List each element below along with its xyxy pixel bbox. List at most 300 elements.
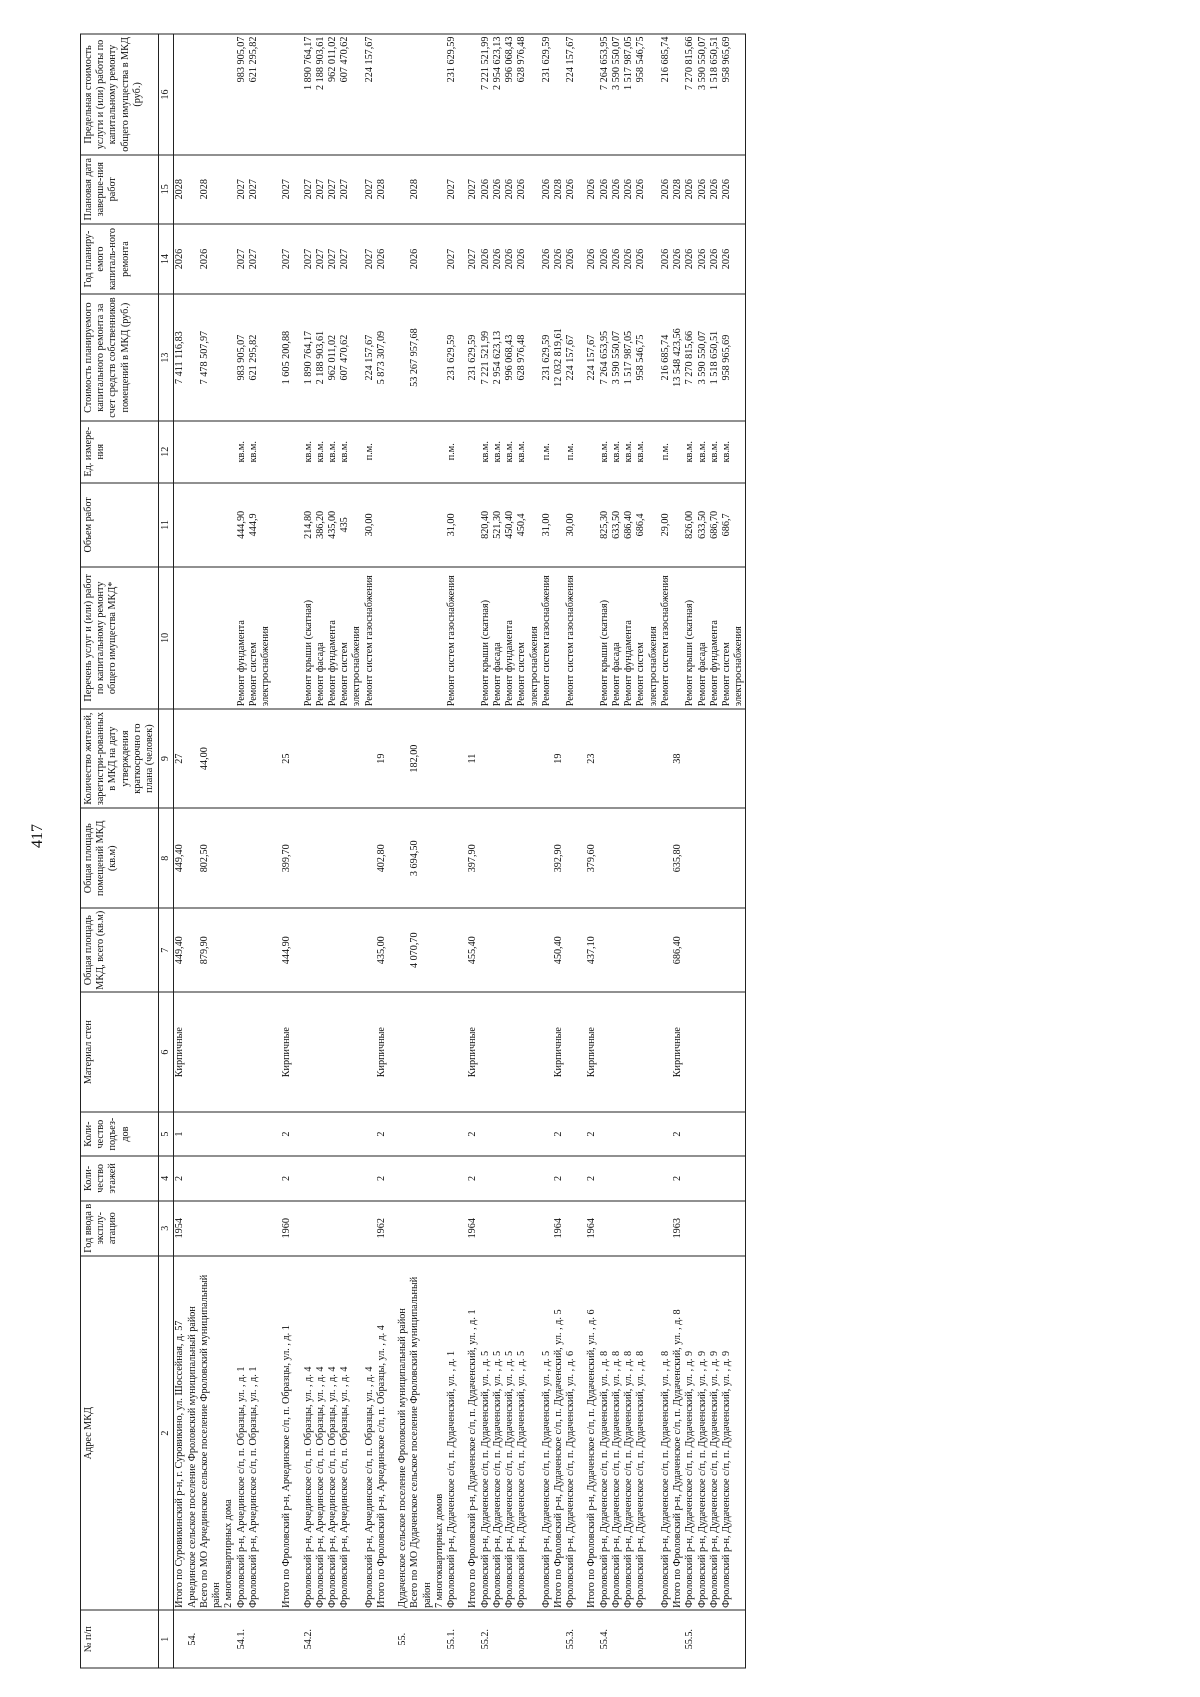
max-cost-text: 628 976,48 — [516, 36, 528, 83]
unit-text: кв.м. — [684, 441, 696, 463]
address-text: Итого по Фроловский р-н, Арчединское с/п, п. Образцы, ул. , д. 1 — [281, 1325, 293, 1608]
cell-entrances — [577, 1112, 586, 1156]
cell-row-number — [187, 1610, 199, 1668]
column-number-1: 1 — [159, 1610, 174, 1668]
cell-residents — [223, 709, 235, 809]
table-row — [599, 34, 611, 1668]
max-cost-text: 3 590 550,07 — [610, 36, 622, 90]
cell-row-number — [672, 1610, 684, 1668]
cell-repair-year — [303, 224, 315, 295]
cell-work-volume — [492, 483, 504, 567]
cell-total-area — [272, 908, 281, 992]
year-built-text: 1964 — [586, 1218, 598, 1239]
max-cost-text: 2 954 623,13 — [491, 36, 503, 90]
cell-address — [672, 1256, 684, 1610]
cell-repair-cost — [492, 294, 504, 420]
premises-area-text: 802,50 — [198, 844, 210, 873]
cell-row-number — [623, 1610, 635, 1668]
cell-year-built — [281, 1201, 293, 1256]
column-header-11: Объем работ — [81, 483, 159, 567]
premises-area-text: 402,80 — [375, 844, 387, 873]
max-cost-text: 7 270 815,66 — [684, 36, 696, 90]
cell-max-cost — [315, 34, 327, 155]
repair-cost-text: 7 411 116,83 — [174, 331, 186, 384]
cell-work-type — [586, 567, 598, 709]
cell-address — [660, 1256, 672, 1610]
cell-premises-area — [586, 808, 598, 908]
cell-year-built — [553, 1201, 565, 1256]
work-type-text: Ремонт систем электроснабжения — [635, 626, 659, 707]
cell-floors — [294, 1156, 303, 1200]
cell-entrances — [565, 1112, 577, 1156]
cell-completion-date — [480, 155, 492, 224]
cell-year-built — [599, 1201, 611, 1256]
completion-date-text: 2028 — [409, 179, 421, 200]
cell-year-built — [339, 1201, 363, 1256]
cell-premises-area — [281, 808, 293, 908]
cell-max-cost — [541, 34, 553, 155]
cell-repair-year — [504, 224, 516, 295]
cell-premises-area — [388, 808, 397, 908]
floors-text: 2 — [552, 1175, 564, 1181]
repair-cost-text: 1 517 987,05 — [623, 330, 635, 385]
column-header-1: № п/п — [81, 1610, 159, 1668]
cell-repair-cost — [721, 294, 746, 420]
cell-work-volume — [586, 483, 598, 567]
cell-total-area — [388, 908, 397, 992]
cell-row-number — [697, 1610, 709, 1668]
max-cost-text: 7 221 521,99 — [479, 36, 491, 90]
cell-repair-cost — [660, 294, 672, 420]
repair-cost-text: 224 157,67 — [565, 334, 577, 381]
residents-text: 11 — [467, 753, 479, 764]
cell-wall-material — [492, 992, 504, 1112]
table-row — [553, 34, 565, 1668]
cell-entrances — [174, 1112, 187, 1156]
cell-year-built — [248, 1201, 272, 1256]
work-type-text: Ремонт крыши (скатная) — [598, 600, 610, 707]
cell-max-cost — [187, 34, 199, 155]
cell-unit — [376, 421, 388, 483]
table-row — [623, 34, 635, 1668]
max-cost-text: 216 685,74 — [659, 36, 671, 83]
work-type-text: Ремонт систем газоснабжения — [659, 575, 671, 707]
cell-total-area — [492, 908, 504, 992]
residents-text: 25 — [281, 753, 293, 764]
cell-repair-year — [541, 224, 553, 295]
work-type-text: Ремонт крыши (скатная) — [479, 600, 491, 707]
cell-residents — [248, 709, 272, 809]
cell-completion-date — [303, 155, 315, 224]
cell-entrances — [467, 1112, 479, 1156]
table-row — [467, 34, 479, 1668]
cell-max-cost — [553, 34, 565, 155]
cell-unit — [248, 421, 272, 483]
cell-address — [199, 1256, 223, 1610]
cell-year-built — [684, 1201, 696, 1256]
cell-work-type — [397, 567, 409, 709]
cell-premises-area — [272, 808, 281, 908]
table-row — [611, 34, 623, 1668]
cell-address — [697, 1256, 709, 1610]
completion-date-text: 2027 — [247, 179, 259, 200]
cell-year-built — [376, 1201, 388, 1256]
cell-repair-year — [315, 224, 327, 295]
cell-premises-area — [294, 808, 303, 908]
work-volume-text: 686,4 — [635, 513, 647, 537]
table-row — [199, 34, 223, 1668]
repair-cost-text: 962 011,02 — [326, 334, 338, 381]
cell-premises-area — [553, 808, 565, 908]
premises-area-text: 635,80 — [672, 844, 684, 873]
cell-repair-cost — [709, 294, 721, 420]
cell-repair-cost — [315, 294, 327, 420]
wall-material-text: Кирпичные — [586, 1027, 598, 1078]
completion-date-text: 2026 — [540, 179, 552, 200]
cell-year-built — [480, 1201, 492, 1256]
repair-cost-text: 1 605 200,88 — [281, 330, 293, 385]
cell-floors — [541, 1156, 553, 1200]
column-header-6: Материал стен — [81, 992, 159, 1112]
cell-unit — [409, 421, 433, 483]
wall-material-text: Кирпичные — [552, 1027, 564, 1078]
cell-wall-material — [586, 992, 598, 1112]
cell-unit — [236, 421, 248, 483]
cell-wall-material — [721, 992, 746, 1112]
cell-unit — [303, 421, 315, 483]
floors-text: 2 — [375, 1175, 387, 1181]
work-type-text: Ремонт систем электроснабжения — [721, 626, 745, 707]
repair-year-text: 2026 — [684, 248, 696, 270]
residents-text: 27 — [174, 753, 186, 764]
cell-row-number — [434, 1610, 446, 1668]
cell-work-volume — [409, 483, 433, 567]
work-type-text: Ремонт систем газоснабжения — [446, 575, 458, 707]
repair-year-text: 2027 — [326, 248, 338, 270]
repair-year-text: 2026 — [409, 248, 421, 270]
cell-row-number — [327, 1610, 339, 1668]
cell-residents — [586, 709, 598, 809]
premises-area-text: 3 694,50 — [409, 840, 421, 877]
address-text: Итого по Фроловский р-н, Дудаченское с/п, п. Дудаченский, ул. , д. 5 — [552, 1309, 564, 1608]
cell-residents — [199, 709, 223, 809]
cell-year-built — [303, 1201, 315, 1256]
cell-total-area — [480, 908, 492, 992]
cell-wall-material — [303, 992, 315, 1112]
cell-repair-year — [586, 224, 598, 295]
cell-max-cost — [388, 34, 397, 155]
cell-max-cost — [684, 34, 696, 155]
repair-cost-text: 5 873 307,09 — [375, 330, 387, 385]
cell-work-volume — [397, 483, 409, 567]
work-volume-text: 444,9 — [247, 513, 259, 537]
cell-premises-area — [467, 808, 479, 908]
repair-year-text: 2027 — [467, 248, 479, 270]
cell-completion-date — [281, 155, 293, 224]
table-row — [174, 34, 187, 1668]
cell-address — [467, 1256, 479, 1610]
cell-total-area — [236, 908, 248, 992]
cell-residents — [397, 709, 409, 809]
address-text: Итого по Фроловский р-н, Дудаченское с/п, п. Дудаченский, ул. , д. 8 — [672, 1309, 684, 1608]
cell-residents — [684, 709, 696, 809]
floors-text: 2 — [672, 1175, 684, 1181]
cell-entrances — [315, 1112, 327, 1156]
cell-completion-date — [565, 155, 577, 224]
cell-entrances — [611, 1112, 623, 1156]
cell-premises-area — [492, 808, 504, 908]
column-number-5: 5 — [159, 1112, 174, 1156]
cell-floors — [504, 1156, 516, 1200]
cell-floors — [721, 1156, 746, 1200]
cell-floors — [364, 1156, 376, 1200]
cell-wall-material — [223, 992, 235, 1112]
cell-address — [480, 1256, 492, 1610]
cell-residents — [281, 709, 293, 809]
cell-max-cost — [672, 34, 684, 155]
cell-repair-cost — [303, 294, 315, 420]
repair-year-text: 2026 — [174, 248, 186, 270]
cell-entrances — [272, 1112, 281, 1156]
cell-repair-cost — [281, 294, 293, 420]
cell-floors — [339, 1156, 363, 1200]
cell-entrances — [376, 1112, 388, 1156]
completion-date-text: 2027 — [326, 179, 338, 200]
unit-text: кв.м. — [491, 441, 503, 463]
repair-cost-text: 958 965,69 — [721, 334, 733, 381]
cell-max-cost — [599, 34, 611, 155]
cell-wall-material — [697, 992, 709, 1112]
cell-unit — [458, 421, 467, 483]
cell-total-area — [446, 908, 458, 992]
address-text: Фроловский р-н, Дудаченское с/п, п. Дудаченский, ул. , д. 8 — [623, 1350, 635, 1608]
work-volume-text: 633,50 — [696, 510, 708, 539]
completion-date-text: 2026 — [598, 179, 610, 200]
cell-floors — [709, 1156, 721, 1200]
cell-year-built — [623, 1201, 635, 1256]
cell-repair-cost — [697, 294, 709, 420]
cell-work-volume — [660, 483, 672, 567]
cell-address — [409, 1256, 433, 1610]
residents-text: 19 — [552, 753, 564, 764]
cell-work-type — [376, 567, 388, 709]
cell-work-type — [294, 567, 303, 709]
cell-completion-date — [660, 155, 672, 224]
cell-unit — [565, 421, 577, 483]
cell-work-type — [721, 567, 746, 709]
cell-address — [236, 1256, 248, 1610]
cell-repair-cost — [623, 294, 635, 420]
cell-unit — [199, 421, 223, 483]
repair-cost-text: 2 188 903,61 — [314, 330, 326, 385]
cell-year-built — [697, 1201, 709, 1256]
work-volume-text: 31,00 — [540, 513, 552, 537]
table-row — [660, 34, 672, 1668]
cell-work-type — [236, 567, 248, 709]
work-volume-text: 31,00 — [446, 513, 458, 537]
row-number-text: 55.5. — [684, 1629, 696, 1650]
cell-premises-area — [187, 808, 199, 908]
cell-total-area — [577, 908, 586, 992]
cell-repair-year — [721, 224, 746, 295]
cell-entrances — [458, 1112, 467, 1156]
cell-total-area — [174, 908, 187, 992]
cell-max-cost — [397, 34, 409, 155]
table-row — [709, 34, 721, 1668]
cell-premises-area — [434, 808, 446, 908]
repair-year-text: 2026 — [491, 248, 503, 270]
cell-repair-year — [339, 224, 363, 295]
table-row — [697, 34, 709, 1668]
cell-wall-material — [541, 992, 553, 1112]
cell-repair-cost — [364, 294, 376, 420]
total-area-text: 455,40 — [467, 936, 479, 965]
cell-unit — [272, 421, 281, 483]
unit-text: кв.м. — [504, 441, 516, 463]
repair-cost-text: 231 629,59 — [446, 334, 458, 381]
table-row — [236, 34, 248, 1668]
work-volume-text: 435 — [339, 517, 351, 533]
address-text: Фроловский р-н, Дудаченское с/п, п. Дудаченский, ул. , д. 8 — [598, 1350, 610, 1608]
cell-total-area — [315, 908, 327, 992]
work-type-text: Ремонт систем газоснабжения — [540, 575, 552, 707]
cell-total-area — [709, 908, 721, 992]
cell-address — [434, 1256, 446, 1610]
cell-repair-year — [199, 224, 223, 295]
cell-wall-material — [709, 992, 721, 1112]
cell-work-type — [684, 567, 696, 709]
cell-wall-material — [315, 992, 327, 1112]
completion-date-text: 2026 — [721, 179, 733, 200]
cell-unit — [492, 421, 504, 483]
cell-unit — [553, 421, 565, 483]
repair-cost-text: 1 890 764,17 — [302, 330, 314, 385]
cell-work-type — [223, 567, 235, 709]
work-type-text: Ремонт фасада — [314, 642, 326, 707]
cell-floors — [236, 1156, 248, 1200]
cell-work-volume — [623, 483, 635, 567]
cell-row-number — [684, 1610, 696, 1668]
wall-material-text: Кирпичные — [375, 1027, 387, 1078]
cell-floors — [635, 1156, 659, 1200]
cell-repair-cost — [339, 294, 363, 420]
cell-repair-year — [364, 224, 376, 295]
completion-date-text: 2026 — [684, 179, 696, 200]
address-text: Фроловский р-н, Арчединское с/п, п. Образцы, ул. , д. 4 — [363, 1366, 375, 1608]
cell-work-type — [281, 567, 293, 709]
cell-row-number — [281, 1610, 293, 1668]
cell-repair-cost — [236, 294, 248, 420]
address-text: Фроловский р-н, Дудаченское с/п, п. Дудаченский, ул. , д. 9 — [684, 1350, 696, 1608]
cell-year-built — [660, 1201, 672, 1256]
cell-premises-area — [697, 808, 709, 908]
cell-repair-year — [697, 224, 709, 295]
cell-wall-material — [294, 992, 303, 1112]
cell-unit — [635, 421, 659, 483]
premises-area-text: 392,90 — [552, 844, 564, 873]
max-cost-text: 962 011,02 — [326, 36, 338, 82]
table-row — [516, 34, 540, 1668]
cell-row-number — [223, 1610, 235, 1668]
unit-text: кв.м. — [247, 441, 259, 463]
cell-max-cost — [339, 34, 363, 155]
address-text: Фроловский р-н, Арчединское с/п, п. Образцы, ул. , д. 4 — [326, 1366, 338, 1608]
cell-address — [553, 1256, 565, 1610]
cell-repair-year — [187, 224, 199, 295]
repair-year-text: 2026 — [721, 248, 733, 270]
completion-date-text: 2027 — [302, 179, 314, 200]
cell-work-type — [272, 567, 281, 709]
cell-premises-area — [611, 808, 623, 908]
entrances-text: 2 — [672, 1131, 684, 1137]
cell-repair-cost — [516, 294, 540, 420]
cell-total-area — [199, 908, 223, 992]
cell-unit — [577, 421, 586, 483]
table-row — [223, 34, 235, 1668]
work-volume-text: 826,00 — [684, 510, 696, 539]
cell-row-number — [248, 1610, 272, 1668]
cell-year-built — [409, 1201, 433, 1256]
cell-wall-material — [446, 992, 458, 1112]
unit-text: кв.м. — [314, 441, 326, 463]
floors-text: 2 — [467, 1175, 479, 1181]
row-number-text: 55.1. — [446, 1629, 458, 1650]
cell-unit — [599, 421, 611, 483]
repair-year-text: 2027 — [339, 248, 351, 270]
cell-unit — [586, 421, 598, 483]
max-cost-text: 2 188 903,61 — [314, 36, 326, 90]
cell-year-built — [516, 1201, 540, 1256]
cell-residents — [388, 709, 397, 809]
max-cost-text: 958 965,69 — [721, 36, 733, 83]
cell-floors — [409, 1156, 433, 1200]
unit-text: кв.м. — [623, 441, 635, 463]
cell-repair-cost — [586, 294, 598, 420]
cell-work-type — [199, 567, 223, 709]
work-volume-text: 521,30 — [491, 510, 503, 539]
unit-text: кв.м. — [598, 441, 610, 463]
column-header-7: Общая площадь МКД, всего (кв.м) — [81, 908, 159, 992]
work-type-text: Ремонт систем газоснабжения — [363, 575, 375, 707]
cell-work-type — [577, 567, 586, 709]
cell-repair-year — [660, 224, 672, 295]
column-number-15: 15 — [159, 155, 174, 224]
cell-repair-cost — [174, 294, 187, 420]
cell-premises-area — [684, 808, 696, 908]
completion-date-text: 2026 — [586, 179, 598, 200]
cell-unit — [516, 421, 540, 483]
cell-row-number — [480, 1610, 492, 1668]
cell-work-volume — [635, 483, 659, 567]
cell-row-number — [516, 1610, 540, 1668]
cell-premises-area — [236, 808, 248, 908]
cell-residents — [187, 709, 199, 809]
max-cost-text: 996 068,43 — [504, 36, 516, 83]
cell-row-number — [446, 1610, 458, 1668]
completion-date-text: 2026 — [708, 179, 720, 200]
cell-entrances — [434, 1112, 446, 1156]
cell-repair-year — [388, 224, 397, 295]
cell-total-area — [721, 908, 746, 992]
cell-max-cost — [660, 34, 672, 155]
cell-row-number — [376, 1610, 388, 1668]
address-text: Всего по МО Дудаченское сельское поселение Фроловский муниципальный район — [409, 1276, 433, 1608]
work-type-text: Ремонт фасада — [610, 642, 622, 707]
total-area-text: 4 070,70 — [409, 932, 421, 969]
cell-total-area — [376, 908, 388, 992]
cell-entrances — [294, 1112, 303, 1156]
year-built-text: 1962 — [375, 1218, 387, 1239]
